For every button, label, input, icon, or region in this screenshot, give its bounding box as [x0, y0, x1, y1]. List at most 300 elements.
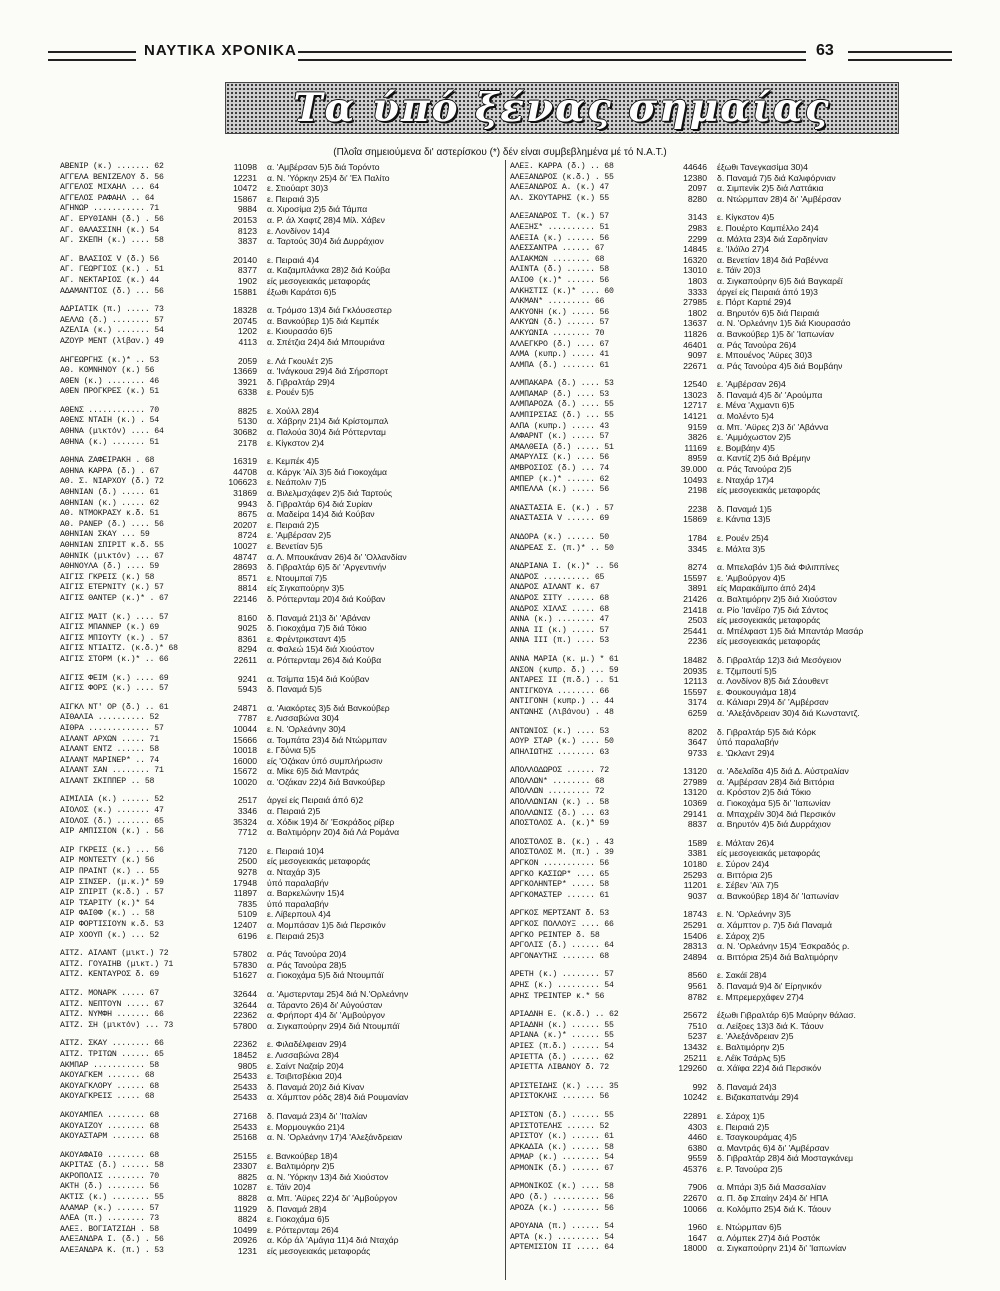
ship-entry: [60, 623, 508, 634]
ship-name: ΑΓΓΕΛΟΣ ΜΙΧΑΗΛ ... 64: [60, 183, 159, 193]
ship-entry: [510, 970, 958, 981]
ship-name: ΑΝΤΑΡΕΣ ΙΙ (π.δ.) .. 51: [510, 676, 619, 686]
ship-name: ΑΝΔΡΟΣ ΑΪΛΑΝΤ κ. 67: [510, 583, 600, 593]
ship-tonnage: 14845: [683, 244, 707, 255]
ship-position: ε. Μορμουγκάο 21)4: [267, 1121, 345, 1132]
ship-entry: [60, 316, 508, 327]
group-gap: [60, 1103, 508, 1111]
ship-tonnage: 28313: [683, 941, 707, 952]
ship-name: ΑΚΟΥΑΙΖΟΥ ........ 68: [60, 1121, 159, 1131]
ship-entry: [510, 223, 958, 234]
ship-tonnage: 15881: [233, 286, 257, 297]
ship-entry: [510, 453, 958, 464]
ship-tonnage: 10066: [683, 1203, 707, 1214]
ship-name: ΑΠΟΛΛΩΝ ......... 72: [510, 787, 605, 797]
ship-name: ΑΗΓΕΩΡΓΗΣ (κ.)* .. 53: [60, 355, 159, 365]
ship-position: ε. Χούλλ 28)4: [267, 405, 319, 416]
ship-tonnage: 15597: [683, 686, 707, 697]
ship-tonnage: 9884: [237, 204, 257, 215]
group-gap: [510, 901, 958, 909]
ship-position: α. 'Αδελαΐδα 4)5 διά Δ. Αύστραλίαν: [717, 766, 849, 777]
ship-position: δ. Παναμά 24)3: [717, 1081, 777, 1092]
ship-entry: [60, 684, 508, 695]
ship-entry: [510, 1053, 958, 1064]
ship-entry: [60, 226, 508, 237]
ship-tonnage: 5130: [237, 416, 257, 427]
ship-name: ΑΛΑΜΑΡ (κ.) ...... 57: [60, 1203, 159, 1213]
ship-tonnage: 7906: [687, 1182, 707, 1193]
ship-position: ε. 'Αλεξάνδρειαν 2)5: [717, 1031, 794, 1042]
ship-entry: [510, 162, 958, 173]
ship-position: α. Ταρτούς 30)4 διά Δυρράχιον: [267, 236, 384, 247]
group-gap: [60, 348, 508, 356]
group-gap: [510, 1103, 958, 1111]
ship-position: ε. Μάλτα 3)5: [717, 543, 766, 554]
ship-position: α. Τομπάτα 23)4 διά Ντώρμπαν: [267, 734, 387, 745]
ship-entry: [510, 212, 958, 223]
ship-position: ε. Βαλτιμόρην 2)5: [267, 1161, 335, 1172]
group-gap: [510, 647, 958, 655]
ship-entry: [510, 265, 958, 276]
ship-entry: [60, 777, 508, 788]
ship-position: άργεί είς Πειραιά άπό 19)3: [717, 286, 818, 297]
ship-position: α. 'Αιακόρτες 3)5 διά Βανκούβερ: [267, 702, 390, 713]
ship-name: ΑΝΑΣΤΑΣΙΑ Ε. (κ.) . 57: [510, 503, 614, 513]
ship-position: α. Κολόμπο 25)4 διά Κ. Τάουν: [717, 1203, 831, 1214]
ship-entry: [510, 533, 958, 544]
ship-position: ε. Σάροχ 2)5: [717, 930, 765, 941]
ship-name: ΑΝΔΡΟΣ ΣΙΤΥ ...... 68: [510, 593, 609, 603]
ship-position: δ. Παναμά 1)5: [717, 503, 772, 514]
ship-tonnage: 2198: [687, 485, 707, 496]
ship-tonnage: 2236: [687, 636, 707, 647]
ship-position: ε. 'Αμβέρσαν 26)4: [717, 379, 786, 390]
ship-entry: [510, 514, 958, 525]
ship-position: α. Βαλτιμόρην 20)4 διά Λά Ρομάνα: [267, 827, 400, 838]
ship-entry: [60, 583, 508, 594]
ship-entry: [60, 846, 508, 857]
ship-name: ΑΙΓΙΣ ΜΠΑΝΝΕΡ (κ.) 69: [60, 623, 159, 633]
ship-entry: [60, 634, 508, 645]
ship-name: ΑΪΡ ΣΙΝΣΕΡ. (μ.κ.)* 59: [60, 877, 164, 887]
ship-position: α. Βανκούβερ 18)4 δι' 'Ιαπωνίαν: [717, 890, 839, 901]
ship-name: ΑΛΜΠΙΡΣΙΑΣ (δ.) ... 55: [510, 411, 614, 421]
ship-position: δ. Παναμά 21)3 δι' 'Αβάναν: [267, 612, 371, 623]
ship-tonnage: 3333: [687, 286, 707, 297]
ship-entry: [60, 467, 508, 478]
ship-entry: [60, 265, 508, 276]
ship-position: α. Μαντράς 6)4 δι' 'Αμβέρσαν: [717, 1142, 830, 1153]
ship-tonnage: 9025: [237, 623, 257, 634]
ship-entry: [510, 615, 958, 626]
ship-tonnage: 6338: [237, 387, 257, 398]
ship-name: ΑΝΤΩΝΗΣ (Λιβάνου) . 48: [510, 707, 614, 717]
ship-tonnage: 10180: [683, 859, 707, 870]
ship-position: ε. Τάϊν 20)3: [717, 265, 761, 276]
ship-name: ΑΙΤΖ. ΚΕΝΤΑΥΡΟΣ δ. 69: [60, 970, 159, 980]
ship-tonnage: 12407: [233, 920, 257, 930]
ship-entry: [510, 1204, 958, 1215]
ship-entry: [60, 1092, 508, 1103]
ship-tonnage: 8294: [237, 644, 257, 655]
ship-tonnage: 12113: [683, 676, 707, 687]
ship-name: ΑΙΤΖ. ΓΟΥΑΙΗΒ (μικτ.) 71: [60, 959, 174, 969]
ship-name: ΑΙΓΙΣ ΜΑΪΤ (κ.) .... 57: [60, 612, 169, 622]
ship-name: ΑΜΑΛΘΕΙΑ (δ.) ..... 51: [510, 442, 614, 452]
ship-tonnage: 15406: [683, 930, 707, 941]
ship-position: α. Μάλτα 23)4 διά Σαρδηνίαν: [717, 233, 828, 244]
ship-name: ΑΡΗΣ (κ.) ......... 54: [510, 980, 614, 990]
ship-position: α. Πειραιά 2)5: [267, 806, 321, 817]
ship-position: α. Μαδείρα 14)4 διά Κούβαν: [267, 509, 375, 520]
ship-tonnage: 1960: [687, 1222, 707, 1233]
ship-tonnage: 2059: [237, 355, 257, 366]
ship-name: ΑΚΡΙΤΑΣ (δ.) ...... 58: [60, 1161, 164, 1171]
page-number: 63: [816, 42, 834, 59]
ship-name: ΑΠΟΛΛΟΔΩΡΟΣ ...... 72: [510, 766, 609, 776]
ship-tonnage: 8377: [237, 265, 257, 276]
ship-position: ε. Μπρεμερχάφεν 27)4: [717, 991, 804, 1002]
ship-entry: [60, 1151, 508, 1162]
ship-position: ε. Πόρτ Καρτιέ 29)4: [717, 297, 792, 308]
ship-tonnage: 8824: [237, 1214, 257, 1225]
ship-position: α. 'Αμβέρσαν 28)4 διά Βιττόρια: [717, 776, 835, 787]
ship-position: ε. Φρέντρικσταντ 4)5: [267, 633, 346, 644]
ship-tonnage: 3346: [237, 806, 257, 817]
ship-entry: [60, 1122, 508, 1133]
ship-name: ΑΛ. ΣΚΟΥΤΑΡΗΣ (κ.) 55: [510, 193, 609, 203]
ship-name: ΑΘΗΝΑ ΖΑΦΕΙΡΑΚΗ . 68: [60, 456, 155, 466]
ship-tonnage: 8571: [237, 572, 257, 583]
ship-entry: [60, 204, 508, 215]
ship-position: α. Χάμπτον ρόδς 28)4 διά Ρουμανίαν: [267, 1092, 409, 1103]
ship-entry: [510, 318, 958, 329]
ship-name: ΑΛΚΗΣΤΙΣ (κ.)* .... 60: [510, 286, 614, 296]
ship-entry: [60, 1235, 508, 1246]
ship-entry: [510, 636, 958, 647]
ship-name: ΑΡΤΕΜΙΣΙΟΝ ΙΙ ..... 64: [510, 1243, 614, 1253]
ship-tonnage: 13669: [233, 366, 257, 377]
ship-tonnage: 6380: [687, 1142, 707, 1153]
ship-tonnage: 24871: [233, 702, 257, 713]
ship-name: ΑΡΙΕΤΤΑ (δ.) ...... 62: [510, 1052, 614, 1062]
ship-position: α. Λείξοες 13)3 διά Κ. Τάουν: [717, 1020, 824, 1031]
group-gap: [510, 1002, 958, 1010]
ship-name: ΑΛΙΑΚΜΩΝ ........ 68: [510, 254, 605, 264]
ship-name: ΑΠΟΣΤΟΛΟΣ Α. (κ.)* 59: [510, 819, 609, 829]
ship-entry: [510, 475, 958, 486]
ship-entry: [60, 756, 508, 767]
ship-tonnage: 992: [692, 1081, 707, 1092]
ship-position: έξωθι Γιβραλτάρ 6)5 Μαύρην θάλασ.: [717, 1010, 856, 1021]
ship-name: ΑΛΜΠΑ (δ.) ....... 61: [510, 360, 609, 370]
ship-name: ΑΝΔΡΟΣ ΧΙΛΛΣ ..... 68: [510, 604, 609, 614]
ship-entry: [510, 626, 958, 637]
ship-position: α. Μπέλφαστ 1)5 διά Μπαντάρ Μασάρ: [717, 625, 864, 636]
ship-entry: [60, 456, 508, 467]
ship-position: α. Κρόστον 2)5 διά Τόκιο: [717, 787, 811, 798]
ship-position: ε. Πειραιά 4)4: [267, 254, 320, 265]
ship-entry: [510, 544, 958, 555]
ship-position: α. Βιττόρια 25)4 διά Βαλτιμόρην: [717, 951, 838, 962]
ship-tonnage: 3143: [687, 212, 707, 223]
ship-name: ΑΛΕΣΣΑΝΤΡΑ ...... 67: [510, 244, 605, 254]
ship-position: ε. Κάντια 13)5: [717, 514, 771, 525]
ship-tonnage: 8782: [687, 991, 707, 1002]
ship-position: α. Φαλεώ 15)4 διά Χιούστον: [267, 644, 375, 655]
ship-entry: [510, 787, 958, 798]
ship-name: ΑΡΟ (δ.) .......... 56: [510, 1193, 614, 1203]
ship-name: ΑΛΕΞΙΑ (κ.) ...... 56: [510, 233, 609, 243]
ship-position: α. Παλούα 30)4 διά Ρόττερνταμ: [267, 427, 386, 438]
ship-position: α. Βιλελμσχάφεν 2)5 διά Ταρτούς: [267, 488, 393, 499]
ship-entry: [510, 1233, 958, 1244]
ship-name: ΑΡΙΣΤΟΚΛΗΣ ....... 56: [510, 1092, 609, 1102]
ship-entry: [60, 1182, 508, 1193]
ship-tonnage: 15672: [233, 766, 257, 777]
ship-tonnage: 25433: [233, 1092, 257, 1103]
ship-tonnage: 7120: [237, 845, 257, 856]
ship-entry: [510, 1082, 958, 1093]
ship-tonnage: 4460: [687, 1132, 707, 1143]
ship-name: ΑΘΗΝΑ ΚΑΡΡΑ (δ.) . 67: [60, 466, 159, 476]
group-gap: [510, 1214, 958, 1222]
group-gap: [510, 1174, 958, 1182]
ship-tonnage: 1803: [687, 275, 707, 286]
ship-entry: [510, 432, 958, 443]
ship-name: ΑΡΙΑΝΑ (κ.)* ...... 55: [510, 1031, 614, 1041]
ship-tonnage: 9241: [237, 673, 257, 684]
ship-name: ΑΛΦΑΡΝΤ (κ.) ..... 57: [510, 432, 609, 442]
ship-tonnage: 10018: [233, 745, 257, 756]
ship-tonnage: 48747: [233, 551, 257, 562]
ship-entry: [60, 655, 508, 666]
ship-position: ε. Βιζακαπατνάμ 29)4: [717, 1092, 799, 1103]
ship-entry: [60, 856, 508, 867]
ship-tonnage: 5237: [687, 1031, 707, 1042]
ship-entry: [510, 485, 958, 496]
ship-name: ΑΘΗΝΙΑΝ (δ.) ..... 61: [60, 488, 159, 498]
group-gap: [60, 838, 508, 846]
ship-entry: [60, 1246, 508, 1257]
ship-tonnage: 20207: [233, 519, 257, 530]
ship-tonnage: 18452: [233, 1049, 257, 1060]
ship-entry: [60, 477, 508, 488]
ship-name: ΑΪΡ ΧΟΟΥΠ (κ.) ... 52: [60, 930, 159, 940]
ship-entry: [60, 920, 508, 931]
ship-tonnage: 20926: [233, 1235, 257, 1246]
ship-tonnage: 8560: [687, 970, 707, 981]
ship-entry: [60, 215, 508, 226]
journal-title: ΝΑΥΤΙΚΑ ΧΡΟΝΙΚΑ: [144, 42, 297, 59]
ship-tonnage: 18000: [683, 1243, 707, 1254]
ship-position: ε. Ντώρμπαν 6)5: [717, 1222, 782, 1233]
ship-position: ε. Ρόττερνταμ 26)4: [267, 1224, 339, 1235]
ship-tonnage: 4303: [687, 1121, 707, 1132]
ship-name: ΑΙΓΙΣ ΣΤΟΡΜ (κ.)* .. 66: [60, 654, 169, 664]
ship-tonnage: 16000: [233, 755, 257, 766]
ship-entry: [510, 737, 958, 748]
ship-name: ΑΙΤΖ. ΝΥΜΦΗ ....... 66: [60, 1010, 164, 1020]
ship-entry: [60, 276, 508, 287]
ship-name: ΑΘΗΝΑ (κ.) ....... 51: [60, 437, 159, 447]
ship-tonnage: 8280: [687, 193, 707, 204]
ship-entry: [60, 552, 508, 563]
ship-name: ΑΙΤΖ. ΝΕΠΤΟΥΝ ..... 67: [60, 999, 164, 1009]
ship-entry: [510, 1153, 958, 1164]
ship-name: ΑΘΕΝΣ ΝΤΑΙΗ (κ.) . 54: [60, 416, 159, 426]
ship-tonnage: 10369: [683, 798, 707, 809]
section-title: Τα ύπό ξένας σημαίας: [293, 85, 831, 131]
ship-tonnage: 9037: [687, 890, 707, 901]
ship-entry: [60, 162, 508, 173]
group-gap: [510, 962, 958, 970]
ship-tonnage: 2238: [687, 503, 707, 514]
ship-name: ΑΡΙΑΔΝΗ Ε. (κ.δ.) .. 62: [510, 1010, 619, 1020]
ship-entry: [60, 173, 508, 184]
ship-entry: [510, 891, 958, 902]
ship-entry: [60, 970, 508, 981]
ship-position: ε. Γδύνια 5)5: [267, 745, 316, 756]
section-subtitle: (Πλοΐα σημειούμενα δι' αστερίσκου (*) δέν είναι συμβεβλημένα μέ τό Ν.Α.Τ.): [333, 147, 667, 158]
ship-tonnage: 2178: [237, 437, 257, 448]
ship-name: ΑΟΥΡ ΣΤΑΡ (κ.) .... 50: [510, 737, 614, 747]
ship-tonnage: 27985: [683, 297, 707, 308]
ship-name: ΑΜΑΡΥΛΙΣ (κ.) .... 56: [510, 453, 609, 463]
ship-name: ΑΡΗΣ ΤΡΕΪΝΤΕΡ κ.* 56: [510, 991, 605, 1001]
ship-name: ΑΙΘΡΑ ............. 57: [60, 723, 164, 733]
ship-position: ε. Σάροχ 1)5: [717, 1110, 765, 1121]
ship-name: ΑΖΟΥΡ ΜΕΝΤ (λίβαν.) 49: [60, 336, 164, 346]
ship-position: άργεί είς Πειραιά άπό 6)2: [267, 795, 364, 806]
ship-position: ε. Λίβερπουλ 4)4: [267, 909, 331, 920]
ship-entry: [60, 438, 508, 449]
ship-tonnage: 18743: [683, 909, 707, 920]
ship-tonnage: 25433: [233, 1081, 257, 1092]
ship-name: ΑΛΕΞΑΝΔΡΟΣ (κ.δ.) . 55: [510, 172, 614, 182]
ship-position: δ. Παναμά 5)5: [267, 684, 322, 695]
ship-tonnage: 8825: [237, 405, 257, 416]
ship-position: α. Ντώρμπαν 28)4 δι' 'Αμβέρσαν: [717, 193, 842, 204]
ship-entry: [60, 806, 508, 817]
ship-position: ε. Νταχάρ 17)4: [717, 474, 774, 485]
group-gap: [60, 1031, 508, 1039]
ship-tonnage: 9943: [237, 498, 257, 509]
ship-entry: [510, 766, 958, 777]
ship-position: α. Λ. Μπουκάναν 26)4 δι' 'Ολλανδίαν: [267, 551, 407, 562]
ship-tonnage: 11201: [683, 880, 707, 891]
ship-position: α. Μίκε 6)5 διά Μαντράς: [267, 766, 360, 777]
ship-tonnage: 8675: [237, 509, 257, 520]
ship-tonnage: 20935: [683, 665, 707, 676]
ship-tonnage: 11169: [684, 442, 707, 453]
ship-entry: [60, 337, 508, 348]
ship-tonnage: 7510: [687, 1020, 707, 1031]
ship-entry: [60, 713, 508, 724]
ship-position: α. Σπέτζια 24)4 διά Μπουριάνα: [267, 336, 385, 347]
ship-name: ΑΡΟΥΑΝΑ (π.) ...... 54: [510, 1222, 614, 1232]
ship-tonnage: 10472: [233, 183, 257, 194]
ship-entry: [510, 361, 958, 372]
ship-position: α. Χάβρην 21)4 διά Κρίστομπαλ: [267, 416, 389, 427]
ship-name: ΑΡΙΕΤΤΑ ΛΙΒΑΝΟΥ δ. 72: [510, 1063, 609, 1073]
ship-entry: [510, 848, 958, 859]
ship-entry: [60, 427, 508, 438]
ship-entry: [510, 1063, 958, 1074]
ship-name: ΑΡΜΑΡ (κ.) ........ 54: [510, 1153, 614, 1163]
ship-tonnage: 3921: [237, 376, 257, 387]
ship-name: ΑΡΙΑΔΝΗ (κ.) ...... 55: [510, 1020, 614, 1030]
ship-position: α. Τάραντο 26)4 δι' Αύγούσταν: [267, 999, 383, 1010]
ship-name: ΑΪΡ ΠΡΑΪΝΤ (κ.) .. 55: [60, 867, 159, 877]
ship-position: δ. Παναμά 7)5 διά Καλιφόρνιαν: [717, 172, 836, 183]
ship-name: ΑΡΓΟΝΑΥΤΗΣ ....... 68: [510, 951, 609, 961]
ship-entry: [60, 255, 508, 266]
ship-entry: [510, 1132, 958, 1143]
ship-entry: [510, 173, 958, 184]
ship-position: α. 'Αμβέρσαν 5)5 διά Τορόντο: [267, 162, 380, 172]
ship-name: ΑΔΡΙΑΤΙΚ (π.) ..... 73: [60, 305, 164, 315]
ship-entry: [510, 748, 958, 759]
ship-tonnage: 2097: [687, 183, 707, 194]
ship-entry: [510, 777, 958, 788]
ship-entry: [510, 697, 958, 708]
ship-tonnage: 1802: [687, 307, 707, 318]
ship-name: ΑΜΒΡΟΣΙΟΣ (δ.) ... 74: [510, 464, 609, 474]
ship-position: α. Σιγκαπούρην 21)4 δι' 'Ιαπωνίαν: [717, 1243, 847, 1254]
ship-name: ΑΝΤΩΝΙΟΣ (κ.) .... 53: [510, 726, 609, 736]
ship-tonnage: 16319: [233, 456, 257, 467]
ship-name: ΑΝΝΑ ΜΑΡΙΑ (κ. μ.) * 61: [510, 654, 619, 664]
ship-tonnage: 31869: [233, 488, 257, 499]
ship-entry: [510, 941, 958, 952]
ship-entry: [60, 520, 508, 531]
ship-position: α. Λονδίνον 8)5 διά Σάουθεντ: [717, 676, 829, 687]
ship-entry: [510, 605, 958, 616]
ship-entry: [510, 1243, 958, 1254]
ship-position: ε. Σέβεν 'Αϊλ 7)5: [717, 880, 779, 891]
ship-tonnage: 22362: [233, 1010, 257, 1021]
ship-name: ΑΪΡ ΣΠΙΡΙΤ (κ.δ.) . 57: [60, 888, 164, 898]
ship-position: ε. Νεάπολιν 7)5: [267, 477, 327, 488]
group-gap: [60, 787, 508, 795]
ship-name: ΑΛΙΟΘ (κ.)* ...... 56: [510, 275, 609, 285]
ship-tonnage: 9805: [237, 1060, 257, 1071]
ship-entry: [60, 989, 508, 1000]
ship-name: ΑΙΤΖ. ΜΟΝΑΡΚ ..... 67: [60, 988, 159, 998]
section-banner: [225, 82, 899, 134]
ship-entry: [510, 909, 958, 920]
ship-name: ΑΝΔΟΡΑ (κ.) ...... 50: [510, 533, 609, 542]
ship-tonnage: 9559: [687, 1153, 707, 1164]
ship-tonnage: 25293: [683, 869, 707, 880]
ship-position: α. 'Αμστερνταμ 25)4 διά Ν.'Ορλεάνην: [267, 988, 409, 999]
ship-entry: [510, 255, 958, 266]
ship-tonnage: 8814: [237, 583, 257, 594]
ship-entry: [510, 244, 958, 255]
ship-position: δ. Παναμά 28)4: [267, 1203, 327, 1214]
ship-name: ΑΘΗΝΟΥΛΑ (δ.) .... 59: [60, 562, 159, 572]
ship-name: ΑΪΡ ΤΣΑΡΙΤΥ (κ.)* 54: [60, 898, 155, 908]
ship-entry: [60, 1193, 508, 1204]
ship-tonnage: 14121: [683, 411, 707, 422]
ship-position: α. Γιοκοχάμα 5)5 διά Ντουμπάϊ: [267, 970, 384, 981]
ship-tonnage: 20140: [233, 254, 257, 265]
ship-tonnage: 9561: [687, 980, 707, 991]
ship-position: α. Χόδικ 19)4 δι' 'Εσκράδος ρίβερ: [267, 816, 395, 827]
ship-name: ΑΙΓΙΣ ΜΠΙΟΥΤΥ (κ.) . 57: [60, 633, 169, 643]
ship-position: α. Σιμπενίκ 2)5 διά Λαττάκια: [717, 183, 824, 194]
